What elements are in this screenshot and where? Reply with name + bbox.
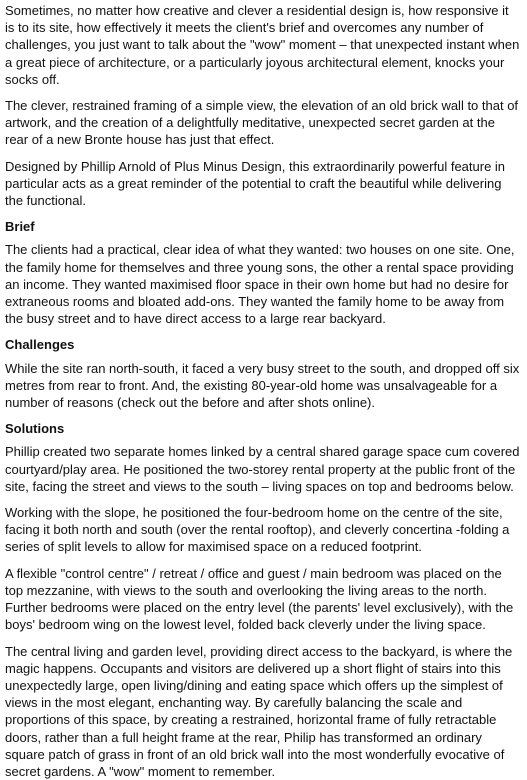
intro-paragraph-3: Designed by Phillip Arnold of Plus Minus Design, this extraordinarily powerful feature in particular acts as a great reminder of the potential to craft the beautiful while delivering the functional. [5,158,521,210]
solutions-paragraph-4: The central living and garden level, providing direct access to the backyard, is where the magic happens. Occupants and visitors are delivered up a short flight of stairs into this unexpectedly large, open living/dining and eating space which offers up the simplest of views in the most elegant, enchanting way. By carefully balancing the scale and proportions of this space, by creating a restrained, horizontal frame of fully retractable doors, rather than a full height frame at the rear, Philip has transformed an ordinary square patch of grass in front of an old brick wall into the most wonderfully evocative of secret gardens. A "wow" moment to remember. [5,643,521,780]
brief-paragraph-1: The clients had a practical, clear idea of what they wanted: two houses on one site. One, the family home for themselves and three young sons, the other a rental space providing an income. They wanted maximised floor space in their own home but had no desire for extraneous rooms and bloated add-ons. They wanted the family home to be away from the busy street and to have direct access to a large rear backyard. [5,241,521,327]
challenges-heading: Challenges [5,336,521,353]
brief-heading: Brief [5,218,521,235]
intro-paragraph-2: The clever, restrained framing of a simple view, the elevation of an old brick wall to that of artwork, and the creation of a delightfully meditative, unexpected secret garden at the rear of a new Bronte house has just that effect. [5,97,521,149]
solutions-heading: Solutions [5,420,521,437]
solutions-paragraph-3: A flexible "control centre" / retreat / office and guest / main bedroom was placed on the top mezzanine, with views to the south and overlooking the living areas to the north. Further bedrooms were placed on the entry level (the parents' level exclusively), with the boys' bedroom wing on the lowest level, folded back cleverly under the living space. [5,565,521,634]
intro-paragraph-1: Sometimes, no matter how creative and clever a residential design is, how responsive it is to its site, how effectively it meets the client's brief and overcomes any number of challenges, you just want to talk about the "wow" moment – that unexpected instant when a great piece of architecture, or a particularly joyous architectural element, knocks your socks off. [5,2,521,88]
challenges-paragraph-1: While the site ran north-south, it faced a very busy street to the south, and dropped off six metres from rear to front. And, the existing 80-year-old home was unsalvageable for a number of reasons (check out the before and after shots online). [5,360,521,412]
solutions-paragraph-1: Phillip created two separate homes linked by a central shared garage space cum covered courtyard/play area. He positioned the two-storey rental property at the public front of the site, facing the street and views to the south – living spaces on top and bedrooms below. [5,443,521,495]
solutions-paragraph-2: Working with the slope, he positioned the four-bedroom home on the centre of the site, facing it both north and south (over the rental rooftop), and cleverly concertina -folding a series of split levels to allow for maximised space on a reduced footprint. [5,504,521,556]
